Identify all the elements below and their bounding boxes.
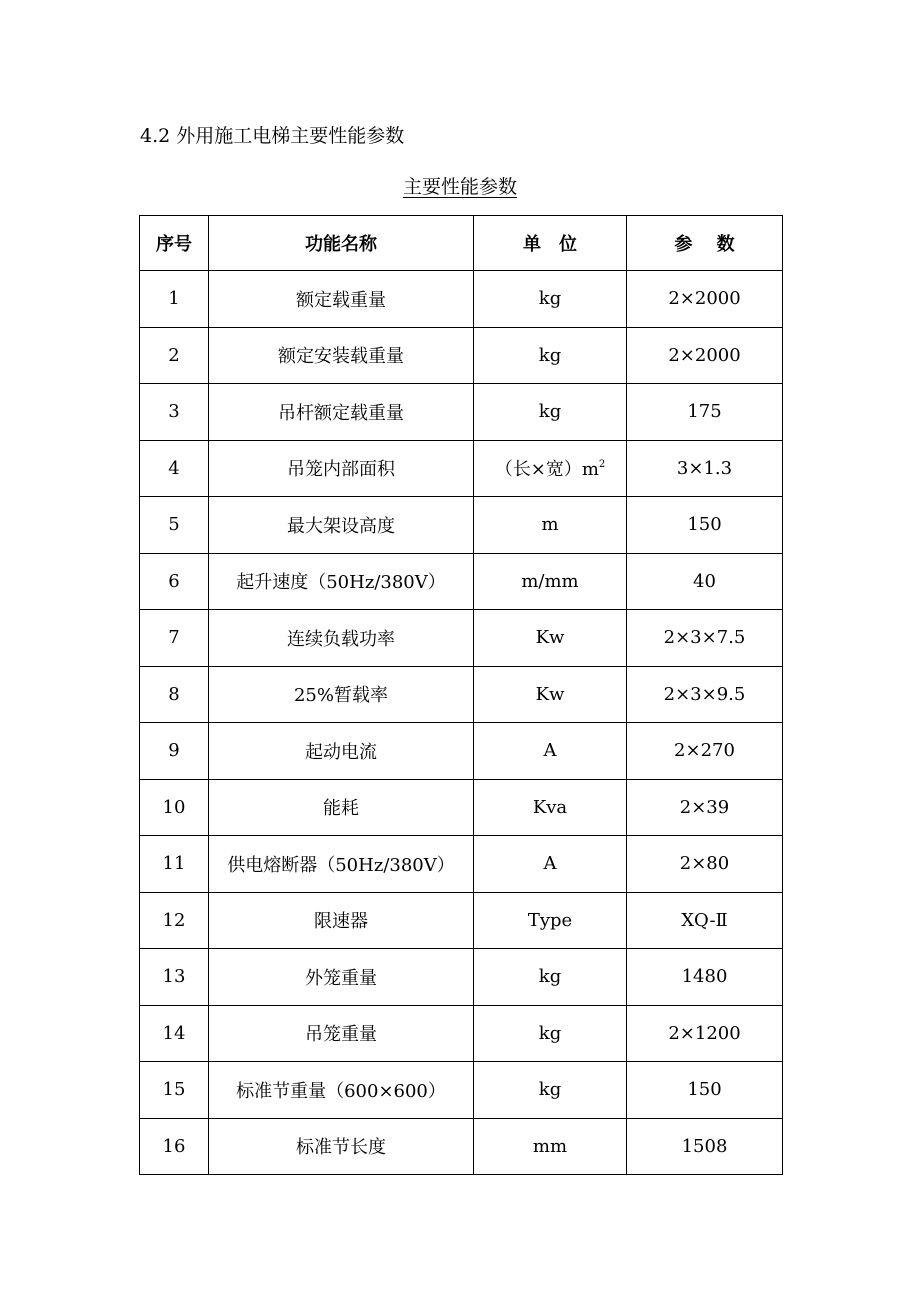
cell-unit: kg: [474, 1005, 627, 1062]
cell-unit: kg: [474, 1062, 627, 1119]
cell-no: 12: [140, 892, 209, 949]
cell-unit: [474, 440, 627, 497]
cell-name: 吊杆额定载重量: [209, 384, 474, 441]
cell-unit: A: [474, 723, 627, 780]
table-row: [140, 610, 783, 667]
cell-unit: Type: [474, 892, 627, 949]
parameters-table: [139, 215, 783, 1175]
cell-no: 8: [140, 666, 209, 723]
cell-unit: Kva: [474, 779, 627, 836]
cell-name: 最大架设高度: [209, 497, 474, 554]
cell-name: 25%暂载率: [209, 666, 474, 723]
cell-value: 2×1200: [627, 1005, 783, 1062]
cell-name: 外笼重量: [209, 949, 474, 1006]
cell-value: 2×3×7.5: [627, 610, 783, 667]
table-row: [140, 384, 783, 441]
cell-unit: Kw: [474, 610, 627, 667]
table-header-row: [140, 216, 783, 271]
cell-value: 2×3×9.5: [627, 666, 783, 723]
cell-no: 4: [140, 440, 209, 497]
table-row: [140, 553, 783, 610]
cell-name: 限速器: [209, 892, 474, 949]
cell-no: 1: [140, 271, 209, 328]
cell-value: 150: [627, 497, 783, 554]
cell-name: 起升速度（50Hz/380V）: [209, 553, 474, 610]
table-caption-text: 主要性能参数: [402, 176, 517, 198]
cell-unit: mm: [474, 1118, 627, 1175]
table-row: [140, 892, 783, 949]
table-row: [140, 440, 783, 497]
cell-name: 能耗: [209, 779, 474, 836]
cell-unit: kg: [474, 949, 627, 1006]
cell-name: 吊笼重量: [209, 1005, 474, 1062]
unit-superscript: 2: [598, 459, 606, 471]
cell-name: 供电熔断器（50Hz/380V）: [209, 836, 474, 893]
unit-text: （长×宽）m: [494, 459, 599, 481]
table-row: [140, 779, 783, 836]
cell-no: 10: [140, 779, 209, 836]
cell-value: 1480: [627, 949, 783, 1006]
cell-no: 16: [140, 1118, 209, 1175]
cell-unit: kg: [474, 384, 627, 441]
cell-no: 6: [140, 553, 209, 610]
cell-unit: m/mm: [474, 553, 627, 610]
cell-name: 额定载重量: [209, 271, 474, 328]
header-no: 序号: [140, 216, 209, 271]
table-row: [140, 271, 783, 328]
table-row: [140, 497, 783, 554]
cell-value: 40: [627, 553, 783, 610]
cell-no: 13: [140, 949, 209, 1006]
section-heading: 4.2 外用施工电梯主要性能参数: [140, 125, 405, 147]
table-row: [140, 1005, 783, 1062]
cell-unit: kg: [474, 327, 627, 384]
header-name: 功能名称: [209, 216, 474, 271]
cell-name: 连续负载功率: [209, 610, 474, 667]
cell-no: 14: [140, 1005, 209, 1062]
cell-value: 2×2000: [627, 271, 783, 328]
cell-no: 5: [140, 497, 209, 554]
cell-unit: kg: [474, 271, 627, 328]
cell-value: 2×80: [627, 836, 783, 893]
cell-name: 标准节长度: [209, 1118, 474, 1175]
cell-no: 7: [140, 610, 209, 667]
cell-unit: A: [474, 836, 627, 893]
cell-no: 11: [140, 836, 209, 893]
cell-unit: Kw: [474, 666, 627, 723]
table-row: [140, 836, 783, 893]
table-caption: [0, 173, 920, 201]
cell-value: 1508: [627, 1118, 783, 1175]
cell-value: 2×39: [627, 779, 783, 836]
table-row: [140, 327, 783, 384]
cell-no: 3: [140, 384, 209, 441]
table-row: [140, 666, 783, 723]
header-value: 参 数: [627, 216, 783, 271]
cell-name: 起动电流: [209, 723, 474, 780]
cell-value: 150: [627, 1062, 783, 1119]
header-unit: 单 位: [474, 216, 627, 271]
cell-no: 15: [140, 1062, 209, 1119]
cell-value: 175: [627, 384, 783, 441]
cell-value: 3×1.3: [627, 440, 783, 497]
table-row: [140, 723, 783, 780]
cell-value: 2×2000: [627, 327, 783, 384]
cell-value: 2×270: [627, 723, 783, 780]
cell-name: 标准节重量（600×600）: [209, 1062, 474, 1119]
cell-no: 2: [140, 327, 209, 384]
cell-value: XQ-Ⅱ: [627, 892, 783, 949]
cell-unit: m: [474, 497, 627, 554]
table-row: [140, 1118, 783, 1175]
table-row: [140, 949, 783, 1006]
cell-no: 9: [140, 723, 209, 780]
cell-name: 吊笼内部面积: [209, 440, 474, 497]
table-row: [140, 1062, 783, 1119]
cell-name: 额定安装载重量: [209, 327, 474, 384]
